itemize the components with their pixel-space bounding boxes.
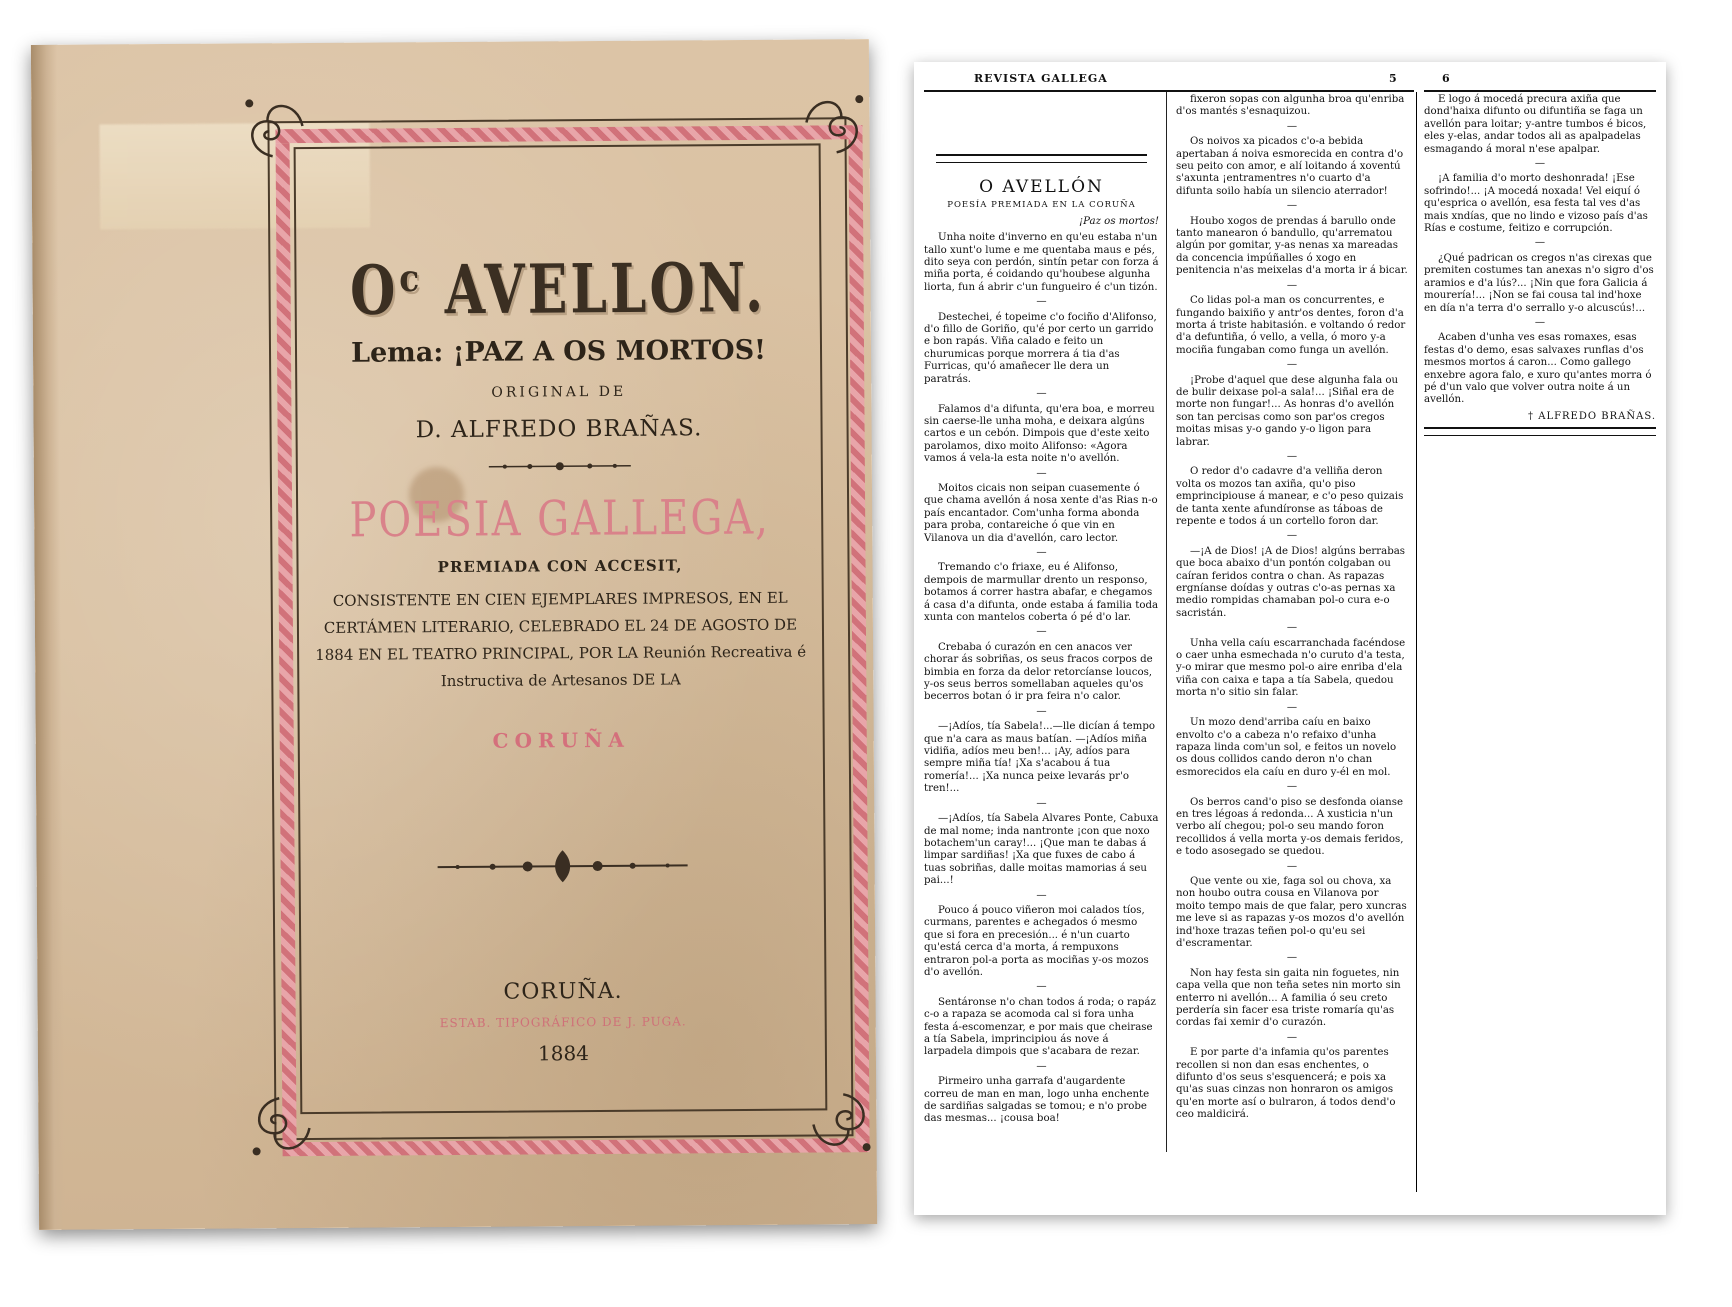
stanza: Pouco á pouco viñeron moi calados tíos, curmans, parentes e achegados ó mesmo que si fora en precesión... é n'un cuarto qu'está cerca d'a morta, á rempuxons entraron pol-a porta as mociñas y-os mozos d'o avellón. [924,904,1149,978]
end-ornament-rule [1424,427,1656,436]
stanza: Que vente ou xie, faga sol ou chova, xa non houbo outra cousa en Vilanova por moito tempo mais de que falar, pero xuncras me leve si as rapazas y-os mozos d'o avellón ind'hoxe trazas teñen pol-o qu'eu sei d'escramentar. [1176,875,1407,949]
stanza: E por parte d'a infamia qu'os parentes recollen si non dan esas enchentes, o difunto d'os seus s'esquencerá; e pois xa qu'as suas cinzas non honraron os amigos qu'en morte así o bulraron, á todos dend'o ceo maldicirá. [1176,1047,1396,1121]
poem-motto: ¡Paz os mortos! [1079,215,1159,227]
stanza: Crebaba ó curazón en cen anacos ver chorar ás sobriñas, os seus fracos corpos de bimbia en forza da delor retorcíanse loucos, y-os seus berros somellaban aqueles qu'os becerros botan ó ir pra feira n'o calor. [924,641,1153,703]
stanza: ¡A familia d'o morto deshonrada! ¡Ese sofrindo!... ¡A mocedá noxada! Vel eiquí ó qu'esprica o avellón, esa festa tal ves d'as mais xndías, que no lindo e vizoso país d'as Rías e costume, feitizo e corrupción. [1424,173,1648,235]
poem-signature: † ALFREDO BRAÑAS. [1528,410,1656,422]
cover-year: 1884 [537,1041,589,1066]
cover-premiada: PREMIADA CON ACCESIT, [437,556,683,577]
poem-subtitle: POESÍA PREMIADA EN LA CORUÑA [947,200,1136,211]
cover-city-red: CORUÑA [492,727,630,753]
stanza: —¡A de Dios! ¡A de Dios! algúns berrabas que boca abaixo d'un pontón colgaban ou caíran feridos contra o chan. As rapazas ergníanse doídas y outras c'o-as pernas xa medio rompidas chamaban pol-o cura e-o sacristán. [1176,545,1406,619]
paper-header-title: REVISTA GALLEGA [974,72,1108,85]
poem-column-3: E logo á mocedá precura axiña que dond'haixa difunto ou difuntiña se faga un avellón para loitar; y-antre tumbos é bicos, eles y-elas, andar todos ali as apalpadelas esmagando á moral n'ese apalpar. — ¡A familia d'o morto deshonrada! ¡Ese sofrindo!... ¡A mocedá noxada! Vel eiquí ó qu'esprica o avellón, esa festa tal ves d'as mais xndías, que no lindo e vizoso país d'as Rías e costume, feitizo e corrupción. — ¿Qué padrican os cregos n'as cirexas que premiten costumes tan anexas n'o sigro d'os aramios e d'a lús?... ¡Nin que fora Galicia á mourería!... ¡Non se fai cousa tal ind'hoxe en día n'a terra d'o serrallo y-o alcuscús!... — Acaben d'unha ves esas romaxes, esas festas d'o demo, esas salvaxes runflas d'os mesmos mortos á caron... Como gallego enxebre agora falo, e xuro qu'antes morra ó pé d'un valo que volver outra noite á un avellón. † ALFREDO BRAÑAS. [1424,94,1656,440]
page-gutter [1416,92,1417,1192]
stanza: Tremando c'o friaxe, eu é Alifonso, dempois de marmullar drento un responso, botamos á correr hastra abafar, e chegamos á casa d'a difunta, onde estaba á familia toda xunta con mantelos coberta ó pé d'o lar. [924,562,1159,623]
stanza: Un mozo dend'arriba caíu en baixo envolto c'o a cabeza n'o refaixo d'unha rapaza linda com'un sol, e feitos un novelo os dous collidos cando deron n'o chan esmorecidos ela caíu en duro y-él en mol. [1176,717,1397,778]
stanza: Non hay festa sin gaita nin foguetes, nin capa vella que non teña setes nin morto sin enterro ni avellón... A familia ó seu creto perdería sin facer esa triste romaría qu'as cordas fai xemir d'o curazón. [1176,967,1401,1029]
stanza: Co lidas pol-a man os concurrentes, e fungando baixiño y antr'os dentes, foron d'a morta á triste habitasión. e voltando ó redor d'a defuntiña, ó vello, a vella, ó moro y-a mociña fungaban como funga un avellón. [1176,295,1406,356]
paper-page-number-right: 6 [1442,72,1451,85]
cover-center-ornament [298,844,825,892]
cover-original-de: ORIGINAL DE [491,383,627,401]
column-separator-1 [1166,92,1167,1152]
cover-spine [31,45,65,1230]
stanza: —¡Adíos, tía Sabela Alvares Ponte, Cabuxa de mal nome; inda nantronte ¡con que noxo botachem'un caray!... ¡Que man te dabas á limpar sardiñas! ¡Xa que fuxes de cabo á tuas sobriñas, dalle moitas mamorias á seu pai...! [924,813,1159,887]
corner-ornament-bottom-right [808,1089,877,1159]
stanza: Os berros cand'o piso se desfonda oianse en tres légoas á redonda... A xusticia n'un verbo alí chegou; pol-o seu mando foron recollidos á vella morta y-os demais feridos, e todo asosegado se quedou. [1176,796,1404,858]
stanza: —¡Adíos, tía Sabela!...—lle dicían á tempo que n'a cara as maus batían. —¡Adíos miña vidiña, adíos meu ben!... ¡Ay, adíos para sempre miña tía! ¡Xa s'acabou á tua romería!... ¡Xa nunca peixe levarás pr'o tren!... [924,721,1156,795]
corner-ornament-bottom-left [244,1093,314,1163]
stanza: Unha vella caíu escarranchada facéndose o caer unha esmechada n'o curuto d'a testa, y-o mirar que mesmo pol-o aire enriba d'ela viña con caixa e tapa a tía Sabela, quedou morta n'o sitio sin falar. [1176,637,1406,699]
cover-lema: Lema: ¡PAZ A OS MORTOS! [350,334,767,369]
paper-header-rule-left [924,90,1414,92]
poem-column-1: O AVELLÓN POESÍA PREMIADA EN LA CORUÑA ¡Paz os mortos! Unha noite d'inverno en qu'eu estaba n'un tallo xunt'o lume e me quentaba maus e pés, dito seya con perdón, sintín petar con forza á miña porta, é coidando qu'houbese algunha liorta, fun á abrir c'un fungueiro é c'un tizón. — Destechei, é topeime c'o fociño d'Alifonso, d'o fillo de Goriño, qu'é por certo un garrido e bon rapás. Viña calado e feito un churumicas porque morrera á tia d'as Furricas, qu'ó amañecer lle dera un paratrás. — Falamos d'a difunta, qu'era boa, e morreu sin caerse-lle unha moha, e deixara algúns cartos e un cebón. Dimpois que d'este xeito parolamos, dixo moito Alifonso: «Agora vamos á vela-la esta noite n'o avellón. — Moitos cicais non seipan cuasemente ó que chama avellón á nosa xente d'as Rias n-o país encantador. Com'unha forma abonda para proba, contareiche ó que vin en Vilanova un dia d'avellón, caro lector. — Tremando c'o friaxe, eu é Alifonso, dempois de marmullar drento un responso, botamos á correr hastra abafar, e chegamos á casa d'a difunta, onde estaba á familia toda xunta con mantelos coberta ó pé d'o lar. — Crebaba ó curazón en cen anacos ver chorar ás sobriñas, os seus fracos corpos de bimbia en forza da delor retorcíanse loucos, y-os seus berros somellaban aqueles qu'os becerros botan ó ir pra feira n'o calor. — —¡Adíos, tía Sabela!...—lle dicían á tempo que n'a cara as maus batían. —¡Adíos miña vidiña, adíos meu ben!... ¡Ay, adíos para sempre miña tía! ¡Xa s'acabou á tua romería!... ¡Xa nunca peixe levarás pr'o tren!... — —¡Adíos, tía Sabela Alvares Ponte, Cabuxa de mal nome; inda nantronte ¡con que noxo botachem'un caray!... ¡Que man te dabas á limpar sardiñas! ¡Xa que fuxes de cabo á tuas sobriñas, dalle moitas mamorias á seu pai...! — Pouco á pouco viñeron moi calados tíos, curmans, parentes e achegados ó mesmo que si fora en precesión... é n'un cuarto qu'está cerca d'a morta, á rempuxons entraron pol-a porta as mociñas y-os mozos d'o avellón. — Sentáronse n'o chan todos á roda; o rapáz c-o a rapaza se acomoda cal si fora unha festa á-escomenzar, e por mais que cheirase a tía Sabela, imprincipiou ás nove á larpadela dimpois que s'acabara de rezar. — Pirmeiro unha garrafa d'augardente correu de man en man, logo unha enchente de sardiñas salgadas se tomou; e n'o probe das mesmas... ¡cousa boa! [924,94,1159,1128]
poem-title: O AVELLÓN [979,177,1104,197]
cover-divider-ornament [296,457,823,479]
title-ornament-rule [936,154,1148,163]
stanza: fixeron sopas con algunha broa qu'enriba d'os mantés s'esnaquizou. [1176,94,1405,118]
stanza: Houbo xogos de prendas á barullo onde tanto manearon ó bandullo, qu'arrematou algún por gomitar, y-as nenas xa mareadas da concencia impúñalles ó xogo en penitencia n'as meixelas d'a morta ir á bicar. [1176,215,1408,277]
stanza: Unha noite d'inverno en qu'eu estaba n'un tallo xunt'o lume e me quentaba maus e pés, dito seya con perdón, sintín petar con forza á miña porta, é coidando qu'houbese algunha liorta, fun á abrir c'un fungueiro é c'un tizón. [924,232,1159,293]
stanza: Moitos cicais non seipan cuasemente ó que chama avellón á nosa xente d'as Rias n-o país encantador. Com'unha forma abonda para proba, contareiche ó que vin en Vilanova un dia d'avellón, caro lector. [924,482,1158,544]
stanza: ¿Qué padrican os cregos n'as cirexas que premiten costumes tan anexas n'o sigro d'os aramios e d'a lús?... ¡Nin que fora Galicia á mourería!... ¡Non se fai cousa tal ind'hoxe en día n'a terra d'o serrallo y-o alcuscús!... [1424,252,1654,314]
cover-title: Oᶜ AVELLON. [349,248,767,331]
cover-genre: POESIA GALLEGA, [349,490,771,549]
corner-ornament-top-left [237,91,307,161]
paper-header-rule-right [1424,90,1656,92]
book-cover [31,39,877,1230]
stanza: Acaben d'unha ves esas romaxes, esas festas d'o demo, esas salvaxes runflas d'os mesmos mortos á caron... Como gallego enxebre agora falo, e xuro qu'antes morra ó pé d'un valo que volver outra noite á un avellón. [1424,332,1652,406]
stanza: Sentáronse n'o chan todos á roda; o rapáz c-o a rapaza se acomoda cal si fora unha festa á-escomenzar, e por mais que cheirase a tía Sabela, imprincipiou ás nove á larpadela dimpois que s'acabara de rezar. [924,996,1156,1058]
cover-press: ESTAB. TIPOGRÁFICO DE J. PUGA. [439,1014,687,1031]
paper-page-number-left: 5 [1389,72,1398,85]
cover-author: D. ALFREDO BRAÑAS. [415,415,703,444]
stanza: Falamos d'a difunta, qu'era boa, e morreu sin caerse-lle unha moha, e deixara algúns cartos e un cebón. Dimpois que d'este xeito parolamos, dixo moito Alifonso: «Agora vamos á vela-la esta noite n'o avellón. [924,403,1155,465]
stanza: Pirmeiro unha garrafa d'augardente correu de man en man, logo unha enchente de sardiñas salgadas se tomou; e n'o probe das mesmas... ¡cousa boa! [924,1076,1150,1125]
cover-place: CORUÑA. [503,978,623,1005]
newspaper-pages [914,62,1666,1215]
stanza: Destechei, é topeime c'o fociño d'Alifonso, d'o fillo de Goriño, qu'é por certo un garrido e bon rapás. Viña calado e feito un churumicas porque morrera á tia d'as Furricas, qu'ó amañecer lle dera un paratrás. [924,311,1157,385]
stanza: ¡Probe d'aquel que dese algunha fala ou de bulir deixase pol-a sala!... ¡Siñal era de morte non fungar!... As honras d'o avellón son tan percisas como son par'os cregos moitas misas y-o gando y-o ligon para labrar. [1176,374,1399,448]
poem-column-2: fixeron sopas con algunha broa qu'enriba d'os mantés s'esnaquizou. — Os noivos xa picados c'o-a bebida apertaban á noiva esmorecida en contra d'o seu peito con amor, e alí loitando á xoventú s'axunta ¡entramentres n'o cuarto d'a difunta soilo había un silencio aterrador! — Houbo xogos de prendas á barullo onde tanto manearon ó bandullo, qu'arrematou algún por gomitar, y-as nenas xa mareadas da concencia impúñalles ó xogo en penitencia n'as meixelas d'a morta ir á bicar. — Co lidas pol-a man os concurrentes, e fungando baixiño y antr'os dentes, foron d'a morta á triste habitasión. e voltando ó redor d'a defuntiña, ó vello, a vella, ó moro y-a mociña fungaban como funga un avellón. — ¡Probe d'aquel que dese algunha fala ou de bulir deixase pol-a sala!... ¡Siñal era de morte non fungar!... As honras d'o avellón son tan percisas como son par'os cregos moitas misas y-o gando y-o ligon para labrar. — O redor d'o cadavre d'a velliña deron volta os mozos tan axiña, qu'o piso emprincipiouse á manear, e c'o peso quizais de tanta xente afundíronse as táboas de repente e todos á un cortello foron dar. — —¡A de Dios! ¡A de Dios! algúns berrabas que boca abaixo d'un pontón colgaban ou caíran feridos contra o chan. As rapazas ergníanse doídas y outras c'o-as pernas xa medio rompidas chamaban pol-o cura e-o sacristán. — Unha vella caíu escarranchada facéndose o caer unha esmechada n'o curuto d'a testa, y-o mirar que mesmo pol-o aire enriba d'ela viña con caixa e tapa a tía Sabela, quedou morta n'o sitio sin falar. — Un mozo dend'arriba caíu en baixo envolto c'o a cabeza n'o refaixo d'unha rapaza linda com'un sol, e feitos un novelo os dous collidos cando deron n'o chan esmorecidos ela caíu en duro y-él en mol. — Os berros cand'o piso se desfonda oianse en tres légoas á redonda... A xusticia n'un verbo alí chegou; pol-o seu mando foron recollidos á vella morta y-os demais feridos, e todo asosegado se quedou. — Que vente ou xie, faga sol ou chova, xa non houbo outra cousa en Vilanova por moito tempo mais de que falar, pero xuncras me leve si as rapazas y-os mozos d'o avellón ind'hoxe trazas teñen pol-o qu'eu sei d'escramentar. — Non hay festa sin gaita nin foguetes, nin capa vella que non teña setes nin morto sin enterro ni avellón... A familia ó seu creto perdería sin facer esa triste romaría qu'as cordas fai xemir d'o curazón. — E por parte d'a infamia qu'os parentes recollen si non dan esas enchentes, o difunto d'os seus s'esquencerá; e pois xa qu'as suas cinzas non honraron os amigos qu'en morte así o bulraron, á todos dend'o ceo maldicirá. [1176,94,1408,1121]
corner-ornament-top-right [801,87,871,157]
stanza: Os noivos xa picados c'o-a bebida apertaban á noiva esmorecida en contra d'o seu peito con amor, e alí loitando á xoventú s'axunta ¡entramentres n'o cuarto d'a difunta soilo había un silencio aterrador! [1176,136,1404,197]
stanza: O redor d'o cadavre d'a velliña deron volta os mozos tan axiña, qu'o piso emprincipiouse á manear, e c'o peso quizais de tanta xente afundíronse as táboas de repente e todos á un cortello foron dar. [1176,466,1404,527]
cover-description: CONSISTENTE EN CIEN EJEMPLARES IMPRESOS, EN EL CERTÁMEN LITERARIO, CELEBRADO EL 24 DE AGOSTO DE 1884 EN EL TEATRO PRINCIPAL, POR LA Reunión Recreativa é Instructiva de Artesanos DE LA [315,588,807,691]
stanza: E logo á mocedá precura axiña que dond'haixa difunto ou difuntiña se faga un avellón para loitar; y-antre tumbos é bicos, eles y-elas, andar todos ali as apalpadelas esmagando á moral n'ese apalpar. [1424,94,1647,155]
